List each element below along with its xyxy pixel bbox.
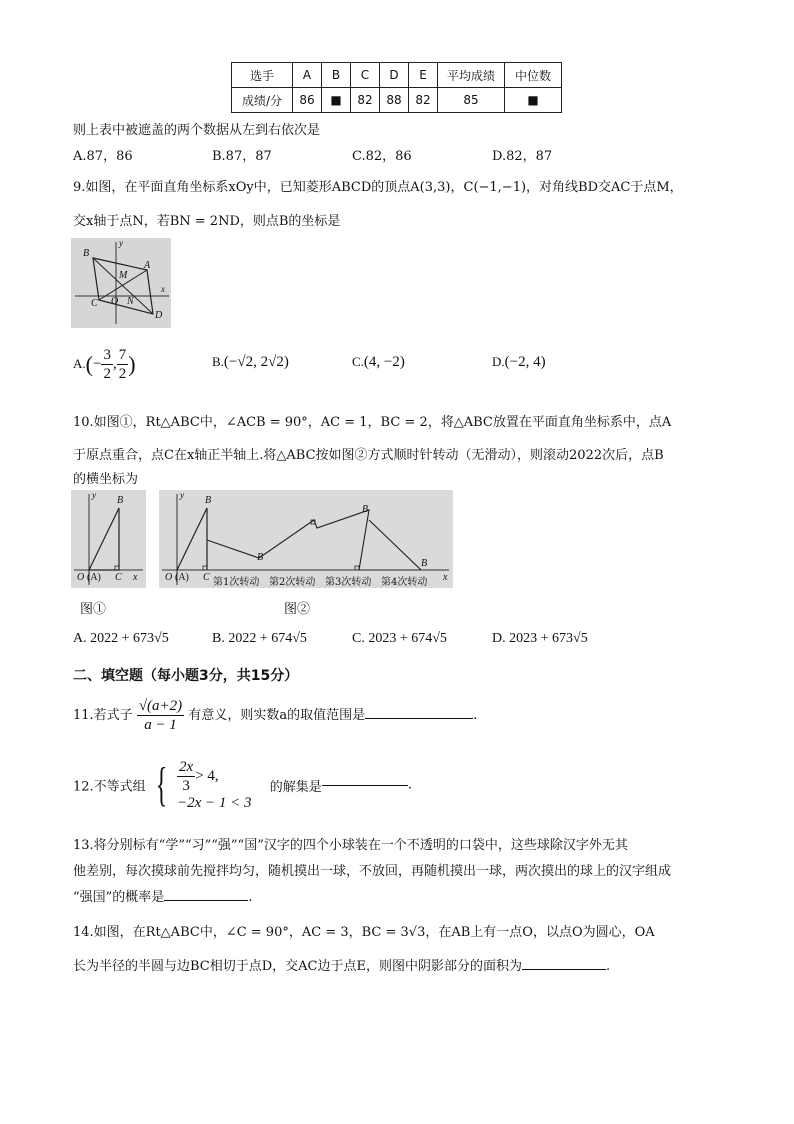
option-value: (4, −2) <box>363 354 405 370</box>
q13-line-3-text: “强国”的概率是 <box>73 890 165 905</box>
fig2-label-c: C <box>203 572 210 583</box>
q12-prefix: 12.不等式组 <box>73 779 146 795</box>
q10-option-c: C. 2023 + 674√5 <box>352 631 447 646</box>
section-heading: 二、填空题（每小题3分，共15分） <box>73 668 299 684</box>
answer-blank[interactable] <box>522 969 606 970</box>
q11-suffix: 有意义，则实数a的取值范围是 <box>188 708 366 723</box>
q8-stem: 则上表中被遮盖的两个数据从左到右依次是 <box>73 123 321 138</box>
q13-line-1: 13.将分别标有“学”“习”“强”“国”汉字的四个小球装在一个不透明的口袋中，这些球除汉字外无其 <box>73 838 628 853</box>
q10-figure-2 <box>159 490 453 588</box>
fig2-label-b4: B <box>421 558 428 569</box>
fraction <box>117 346 129 383</box>
fig2-caption: 图② <box>284 602 311 617</box>
q9-option-c <box>352 354 405 371</box>
option-value: (−√2, 2√2) <box>223 354 289 370</box>
q8-option-a: A.87，86 <box>73 149 133 164</box>
q10-option-a: A. 2022 + 673√5 <box>73 631 169 646</box>
table-header-cell: 平均成绩 <box>438 63 505 88</box>
q13-end: . <box>248 890 253 905</box>
q10-line-3: 的横坐标为 <box>73 472 139 487</box>
q12-ineq-2: −2x − 1 < 3 <box>177 795 252 811</box>
table-header-cell: D <box>380 63 409 88</box>
denominator: a − 1 <box>144 717 177 733</box>
table-cell-covered: ■ <box>322 88 351 113</box>
fig1-label-b: B <box>117 495 124 506</box>
table-header-cell: E <box>409 63 438 88</box>
option-letter: C. <box>352 354 364 369</box>
answer-blank[interactable] <box>164 900 248 901</box>
fraction <box>101 346 113 383</box>
q8-option-c: C.82，86 <box>352 149 412 164</box>
q12-ineq-1 <box>177 758 252 795</box>
turn-label-3: 第3次转动 <box>325 577 372 588</box>
option-letter: B. <box>212 354 224 369</box>
q10-option-b: B. 2022 + 674√5 <box>212 631 307 646</box>
q14-line-2 <box>73 955 610 974</box>
score-table <box>231 62 562 113</box>
fig-label-a: A <box>144 260 151 271</box>
q9-figure <box>71 238 171 328</box>
option-letter: D. <box>492 354 505 369</box>
answer-blank[interactable] <box>365 718 473 719</box>
fig2-label-b1: B <box>205 495 212 506</box>
numerator: 2x <box>179 759 194 775</box>
answer-blank[interactable] <box>322 785 408 786</box>
fig1-label-x: x <box>133 572 138 583</box>
table-cell: 88 <box>380 88 409 113</box>
fig-label-d: D <box>155 310 163 321</box>
q9-option-b <box>212 354 289 371</box>
q8-option-b: B.87，87 <box>212 149 272 164</box>
q9-option-a: A.(− $\frac{3}{2}$ , $\frac{7}{2}$ ) <box>73 347 136 382</box>
table-cell: 86 <box>293 88 322 113</box>
brace-icon: { <box>155 758 168 811</box>
table-header-cell: 选手 <box>232 63 293 88</box>
turn-label-1: 第1次转动 <box>213 577 260 588</box>
table-cell: 82 <box>351 88 380 113</box>
fig1-caption: 图① <box>80 602 107 617</box>
q12-suffix: 的解集是 <box>269 779 322 795</box>
table-cell: 成绩/分 <box>232 88 293 113</box>
turn-label-2: 第2次转动 <box>269 577 316 588</box>
q13-line-2: 他差别，每次摸球前先搅拌均匀，随机摸出一球，不放回，再随机摸出一球，两次摸出的球上的汉字组成 <box>73 864 672 879</box>
fig-label-y: y <box>119 238 123 248</box>
fig-label-c: C <box>91 298 98 309</box>
fig2-label-y: y <box>180 490 184 500</box>
q10-line-1: 10.如图①，Rt△ABC中，∠ACB = 90°，AC = 1，BC = 2，将△ABC放置在平面直角坐标系中，点A <box>73 415 672 430</box>
table-cell: 82 <box>409 88 438 113</box>
fig2-label-a: (A) <box>175 572 189 583</box>
numerator: 3 <box>103 347 111 363</box>
table-cell-covered: ■ <box>505 88 562 113</box>
q11-end: . <box>473 708 478 723</box>
q12-system <box>177 758 252 812</box>
denominator: 2 <box>118 366 127 382</box>
q14-line-1: 14.如图，在Rt△ABC中，∠C = 90°，AC = 3，BC = 3√3，在AB上有一点O，以点O为圆心，OA <box>73 925 655 940</box>
option-value: (−2, 4) <box>504 354 546 370</box>
fig1-label-a: (A) <box>87 572 101 583</box>
numerator: 7 <box>118 347 127 363</box>
table-header-cell: A <box>293 63 322 88</box>
q11 <box>73 697 477 734</box>
fig2-label-o: O <box>165 572 173 583</box>
denominator: 3 <box>182 778 190 794</box>
fig1-label-y: y <box>92 490 96 500</box>
table-header-cell: C <box>351 63 380 88</box>
q13-line-3 <box>73 886 252 905</box>
numerator: √(a+2) <box>138 698 183 714</box>
q12-end: . <box>407 777 412 793</box>
q11-prefix: 11.若式子 <box>73 708 133 723</box>
table-header-cell: B <box>322 63 351 88</box>
q14-end: . <box>606 959 611 974</box>
fig1-label-c: C <box>115 572 122 583</box>
fig1-label-o: O <box>77 572 85 583</box>
fraction <box>177 758 195 795</box>
q8-option-d: D.82，87 <box>492 149 553 164</box>
table-row <box>232 88 562 113</box>
table-header-row <box>232 63 562 88</box>
q9-line-1: 9.如图，在平面直角坐标系xOy中，已知菱形ABCD的顶点A(3,3)，C(−1,−1)，对角线BD交AC于点M， <box>73 180 683 195</box>
q11-fraction <box>137 697 184 734</box>
fig2-label-b2: B <box>257 552 264 563</box>
q10-option-d: D. 2023 + 673√5 <box>492 631 588 646</box>
denominator: 2 <box>103 366 111 382</box>
q9-line-2: 交x轴于点N，若BN = 2ND，则点B的坐标是 <box>73 214 341 229</box>
fig-label-o: O <box>111 296 119 307</box>
table-header-cell: 中位数 <box>505 63 562 88</box>
fig-label-x: x <box>161 284 165 294</box>
fig-label-m: M <box>119 270 128 281</box>
q10-line-2: 于原点重合，点C在x轴正半轴上.将△ABC按如图②方式顺时针转动（无滑动），则滚动2022次后，点B <box>73 448 664 463</box>
fig-label-n: N <box>127 296 134 307</box>
option-letter: A. <box>73 356 86 371</box>
fig2-label-x: x <box>443 572 448 583</box>
table-cell: 85 <box>438 88 505 113</box>
fig-label-b: B <box>83 248 90 259</box>
q12 <box>73 758 412 812</box>
turn-label-4: 第4次转动 <box>381 577 428 588</box>
fig2-label-b3: B <box>362 504 369 515</box>
q14-line-2-text: 长为半径的半圆与边BC相切于点D，交AC边于点E，则图中阴影部分的面积为 <box>73 959 522 974</box>
ineq-rest: > 4, <box>195 768 219 784</box>
q10-figure-1 <box>71 490 146 588</box>
q9-option-d <box>492 354 546 371</box>
